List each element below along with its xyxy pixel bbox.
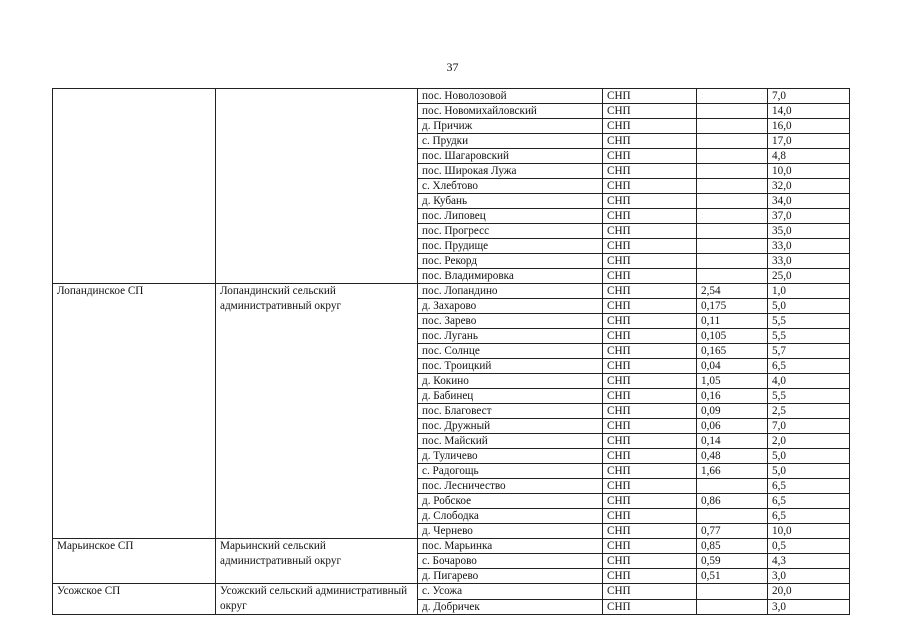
area-cell <box>697 239 768 254</box>
type-cell: СНП <box>603 374 697 389</box>
type-cell: СНП <box>603 119 697 134</box>
area-cell <box>697 194 768 209</box>
area-cell <box>697 89 768 104</box>
type-cell: СНП <box>603 539 697 554</box>
area-cell <box>697 584 768 600</box>
type-cell: СНП <box>603 494 697 509</box>
settlement-cell: д. Захарово <box>418 299 603 314</box>
area-cell <box>697 479 768 494</box>
settlement-cell: д. Кубань <box>418 194 603 209</box>
type-cell: СНП <box>603 254 697 269</box>
area-cell: 0,86 <box>697 494 768 509</box>
settlement-cell: пос. Широкая Лужа <box>418 164 603 179</box>
distance-cell: 6,5 <box>768 494 850 509</box>
settlement-cell: д. Причиж <box>418 119 603 134</box>
type-cell: СНП <box>603 584 697 600</box>
area-cell <box>697 599 768 615</box>
type-cell: СНП <box>603 389 697 404</box>
area-cell: 0,06 <box>697 419 768 434</box>
type-cell: СНП <box>603 569 697 584</box>
municipality-cell: Марьинское СП <box>53 539 216 584</box>
area-cell: 0,16 <box>697 389 768 404</box>
type-cell: СНП <box>603 329 697 344</box>
area-cell <box>697 269 768 284</box>
area-cell: 0,04 <box>697 359 768 374</box>
type-cell: СНП <box>603 404 697 419</box>
area-cell: 0,59 <box>697 554 768 569</box>
type-cell: СНП <box>603 509 697 524</box>
area-cell <box>697 179 768 194</box>
distance-cell: 17,0 <box>768 134 850 149</box>
settlement-cell: пос. Рекорд <box>418 254 603 269</box>
type-cell: СНП <box>603 419 697 434</box>
distance-cell: 3,0 <box>768 599 850 615</box>
distance-cell: 16,0 <box>768 119 850 134</box>
settlement-cell: пос. Дружный <box>418 419 603 434</box>
type-cell: СНП <box>603 314 697 329</box>
settlement-cell: д. Робское <box>418 494 603 509</box>
type-cell: СНП <box>603 524 697 539</box>
type-cell: СНП <box>603 149 697 164</box>
settlement-cell: с. Прудки <box>418 134 603 149</box>
settlement-cell: с. Бочарово <box>418 554 603 569</box>
type-cell: СНП <box>603 134 697 149</box>
distance-cell: 7,0 <box>768 89 850 104</box>
type-cell: СНП <box>603 284 697 299</box>
area-cell <box>697 254 768 269</box>
type-cell: СНП <box>603 194 697 209</box>
settlement-cell: пос. Благовест <box>418 404 603 419</box>
type-cell: СНП <box>603 554 697 569</box>
settlement-cell: пос. Новомихайловский <box>418 104 603 119</box>
settlement-cell: пос. Прудище <box>418 239 603 254</box>
distance-cell: 10,0 <box>768 524 850 539</box>
type-cell: СНП <box>603 179 697 194</box>
distance-cell: 34,0 <box>768 194 850 209</box>
type-cell: СНП <box>603 164 697 179</box>
area-cell: 0,77 <box>697 524 768 539</box>
distance-cell: 33,0 <box>768 239 850 254</box>
distance-cell: 5,5 <box>768 389 850 404</box>
area-cell: 1,05 <box>697 374 768 389</box>
type-cell: СНП <box>603 344 697 359</box>
area-cell: 0,105 <box>697 329 768 344</box>
distance-cell: 32,0 <box>768 179 850 194</box>
distance-cell: 37,0 <box>768 209 850 224</box>
type-cell: СНП <box>603 359 697 374</box>
distance-cell: 25,0 <box>768 269 850 284</box>
page-number: 37 <box>446 60 459 74</box>
settlement-cell: д. Чернево <box>418 524 603 539</box>
distance-cell: 1,0 <box>768 284 850 299</box>
distance-cell: 5,7 <box>768 344 850 359</box>
type-cell: СНП <box>603 449 697 464</box>
area-cell: 0,175 <box>697 299 768 314</box>
table-row <box>53 539 850 554</box>
distance-cell: 5,0 <box>768 299 850 314</box>
distance-cell: 4,8 <box>768 149 850 164</box>
area-cell <box>697 164 768 179</box>
municipality-cell: Усожское СП <box>53 584 216 615</box>
district-cell: Усожский сельский административный округ <box>216 584 418 615</box>
table-row <box>53 584 850 600</box>
area-cell <box>697 224 768 239</box>
distance-cell: 10,0 <box>768 164 850 179</box>
settlement-cell: пос. Майский <box>418 434 603 449</box>
settlement-cell: пос. Марьинка <box>418 539 603 554</box>
distance-cell: 4,0 <box>768 374 850 389</box>
type-cell: СНП <box>603 299 697 314</box>
settlement-cell: пос. Троицкий <box>418 359 603 374</box>
area-cell <box>697 119 768 134</box>
type-cell: СНП <box>603 599 697 615</box>
type-cell: СНП <box>603 239 697 254</box>
municipality-cell: Лопандинское СП <box>53 284 216 539</box>
settlement-cell: пос. Владимировка <box>418 269 603 284</box>
distance-cell: 7,0 <box>768 419 850 434</box>
distance-cell: 5,5 <box>768 329 850 344</box>
distance-cell: 35,0 <box>768 224 850 239</box>
settlement-cell: пос. Лопандино <box>418 284 603 299</box>
district-cell <box>216 89 418 284</box>
type-cell: СНП <box>603 104 697 119</box>
settlement-cell: д. Добричек <box>418 599 603 615</box>
settlement-cell: д. Кокино <box>418 374 603 389</box>
distance-cell: 2,5 <box>768 404 850 419</box>
settlement-cell: пос. Прогресс <box>418 224 603 239</box>
area-cell: 0,51 <box>697 569 768 584</box>
area-cell <box>697 104 768 119</box>
distance-cell: 6,5 <box>768 479 850 494</box>
settlements-table <box>52 88 850 615</box>
settlement-cell: с. Хлебтово <box>418 179 603 194</box>
district-cell: Марьинский сельский административный округ <box>216 539 418 584</box>
distance-cell: 33,0 <box>768 254 850 269</box>
type-cell: СНП <box>603 434 697 449</box>
area-cell <box>697 149 768 164</box>
distance-cell: 6,5 <box>768 359 850 374</box>
area-cell: 0,165 <box>697 344 768 359</box>
distance-cell: 14,0 <box>768 104 850 119</box>
distance-cell: 6,5 <box>768 509 850 524</box>
settlement-cell: д. Слободка <box>418 509 603 524</box>
distance-cell: 2,0 <box>768 434 850 449</box>
type-cell: СНП <box>603 89 697 104</box>
settlement-cell: пос. Липовец <box>418 209 603 224</box>
settlement-cell: д. Пигарево <box>418 569 603 584</box>
area-cell: 1,66 <box>697 464 768 479</box>
municipality-cell <box>53 89 216 284</box>
type-cell: СНП <box>603 269 697 284</box>
area-cell <box>697 509 768 524</box>
distance-cell: 5,0 <box>768 449 850 464</box>
settlement-cell: пос. Лугань <box>418 329 603 344</box>
area-cell: 0,14 <box>697 434 768 449</box>
type-cell: СНП <box>603 464 697 479</box>
settlement-cell: пос. Зарево <box>418 314 603 329</box>
area-cell: 0,09 <box>697 404 768 419</box>
area-cell: 0,85 <box>697 539 768 554</box>
area-cell <box>697 209 768 224</box>
distance-cell: 5,0 <box>768 464 850 479</box>
distance-cell: 4,3 <box>768 554 850 569</box>
distance-cell: 5,5 <box>768 314 850 329</box>
settlement-cell: д. Туличево <box>418 449 603 464</box>
table-row <box>53 284 850 299</box>
area-cell <box>697 134 768 149</box>
settlement-cell: пос. Лесничество <box>418 479 603 494</box>
area-cell: 0,11 <box>697 314 768 329</box>
settlement-cell: пос. Солнце <box>418 344 603 359</box>
settlement-cell: пос. Новолозовой <box>418 89 603 104</box>
settlement-cell: д. Бабинец <box>418 389 603 404</box>
area-cell: 2,54 <box>697 284 768 299</box>
distance-cell: 3,0 <box>768 569 850 584</box>
area-cell: 0,48 <box>697 449 768 464</box>
distance-cell: 0,5 <box>768 539 850 554</box>
type-cell: СНП <box>603 209 697 224</box>
type-cell: СНП <box>603 224 697 239</box>
type-cell: СНП <box>603 479 697 494</box>
table-row <box>53 89 850 104</box>
distance-cell: 20,0 <box>768 584 850 600</box>
settlement-cell: пос. Шагаровский <box>418 149 603 164</box>
settlement-cell: с. Усожа <box>418 584 603 600</box>
district-cell: Лопандинский сельский административный округ <box>216 284 418 539</box>
settlement-cell: с. Радогощь <box>418 464 603 479</box>
